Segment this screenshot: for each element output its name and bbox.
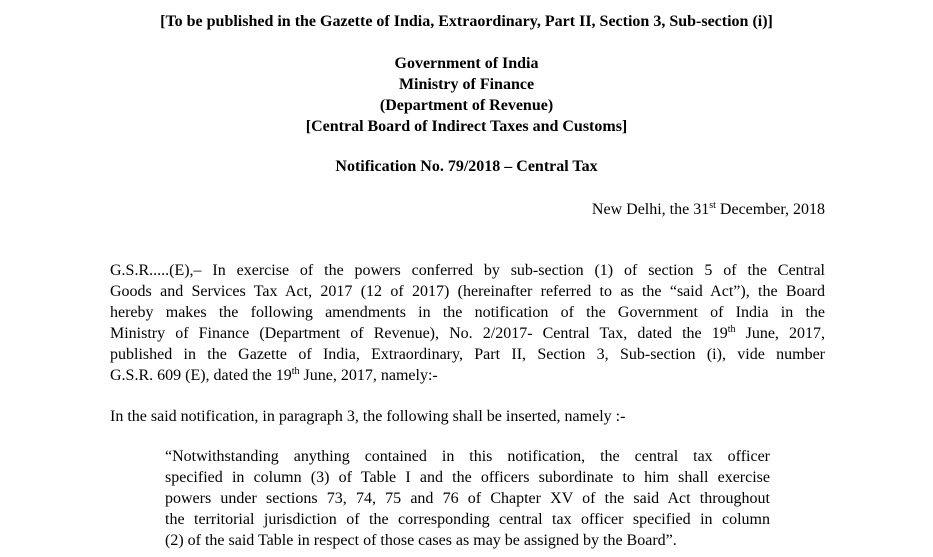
para1-line4-b: June, 2017,: [735, 325, 825, 342]
notification-number: Notification No. 79/2018 – Central Tax: [335, 158, 598, 175]
quote-line4: the territorial jurisdiction of the corresponding central tax officer specified in column: [165, 511, 770, 528]
para1-line3: hereby makes the following amendments in the notification of the Government of India in the: [110, 304, 825, 321]
date-sup: st: [709, 200, 716, 211]
date-line: [592, 200, 825, 220]
quote-line3: powers under sections 73, 74, 75 and 76 of Chapter XV of the said Act throughout: [165, 490, 770, 507]
date-prefix: New Delhi, the 31: [591, 201, 710, 218]
para1-line1: G.S.R.....(E),– In exercise of the powers conferred by sub-section (1) of section 5 of the Central: [110, 262, 825, 279]
quote-line1: “Notwithstanding anything contained in this notification, the central tax officer: [165, 448, 770, 465]
para1-line6-b: June, 2017, namely:-: [299, 367, 438, 384]
gazette-line: [To be published in the Gazette of India, Extraordinary, Part II, Section 3, Sub-section (i)]: [160, 13, 773, 30]
para1-line6: [110, 366, 438, 386]
quote-line2: specified in column (3) of Table I and the officers subordinate to him shall exercise: [165, 469, 770, 486]
para1-line4-sup: th: [727, 324, 736, 335]
para1-line4-a: Ministry of Finance (Department of Revenue), No. 2/2017- Central Tax, dated the 19: [110, 325, 728, 342]
ministry-title: Ministry of Finance: [398, 76, 535, 93]
para2: In the said notification, in paragraph 3, the following shall be inserted, namely :-: [110, 408, 626, 425]
quote-line5: (2) of the said Table in respect of those cases as may be assigned by the Board”.: [165, 532, 677, 549]
para1-line6-sup: th: [291, 366, 300, 377]
para1-line6-a: G.S.R. 609 (E), dated the 19: [110, 367, 292, 384]
date-suffix: December, 2018: [715, 201, 825, 218]
para1-line5: published in the Gazette of India, Extraordinary, Part II, Section 3, Sub-section (i), vide number: [110, 346, 825, 363]
para1-line4: [110, 324, 825, 344]
government-title: Government of India: [394, 55, 539, 72]
board-title: [Central Board of Indirect Taxes and Customs]: [305, 118, 628, 135]
department-title: (Department of Revenue): [379, 97, 554, 114]
para1-line2: Goods and Services Tax Act, 2017 (12 of 2017) (hereinafter referred to as the “said Act”), the Board: [110, 283, 825, 300]
